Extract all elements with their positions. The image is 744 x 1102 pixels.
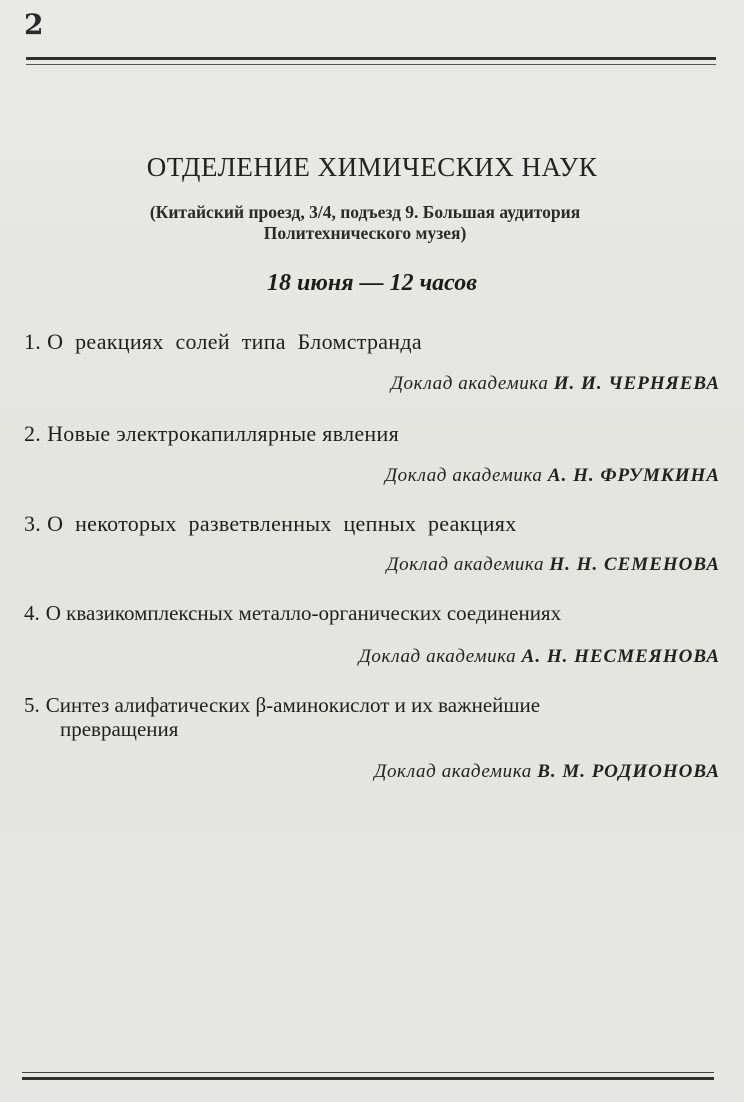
bottom-rule-thin	[22, 1072, 714, 1073]
department-title: ОТДЕЛЕНИЕ ХИМИЧЕСКИХ НАУК	[146, 152, 598, 182]
talk-title-1	[24, 329, 422, 355]
talk-speaker-5	[374, 761, 720, 783]
talk-title-text: О квазикомплексных металло-органических соединениях	[45, 601, 562, 625]
speaker-prefix: Доклад академика	[358, 646, 517, 667]
speaker-prefix: Доклад академика	[374, 761, 532, 782]
speaker-prefix: Доклад академика	[390, 373, 549, 394]
speaker-name: Н. Н. СЕМЕНОВА	[549, 554, 720, 575]
talk-title-text: О некоторых разветвленных цепных реакциях	[47, 511, 517, 536]
location-line-1: (Китайский проезд, 3/4, подъезд 9. Большая аудитория	[149, 202, 581, 222]
speaker-prefix: Доклад академика	[384, 465, 543, 486]
talk-title-4	[24, 601, 561, 626]
talk-number: 5.	[24, 693, 40, 717]
speaker-name: В. М. РОДИОНОВА	[537, 761, 720, 782]
talk-speaker-1	[391, 373, 720, 395]
talk-number: 3.	[24, 511, 42, 536]
talk-title-text-line2: превращения	[60, 717, 179, 741]
talk-title-text: О реакциях солей типа Бломстранда	[47, 329, 422, 354]
talk-title-2	[24, 421, 399, 447]
talk-title-3	[24, 511, 517, 537]
location-note	[70, 202, 660, 244]
page-number: 2	[24, 8, 44, 41]
talk-number: 4.	[24, 601, 40, 625]
talk-speaker-2	[385, 465, 720, 487]
top-rule	[26, 57, 716, 60]
bottom-rule	[22, 1077, 714, 1080]
session-datetime: 18 июня — 12 часов	[267, 270, 477, 296]
talk-title-text: Новые электрокапиллярные явления	[47, 421, 399, 446]
talk-number: 2.	[24, 421, 42, 446]
speaker-prefix: Доклад академика	[386, 554, 545, 575]
talk-speaker-4	[359, 646, 720, 668]
talk-number: 1.	[24, 329, 42, 354]
talk-title-text: Синтез алифатических β-аминокислот и их важнейшие	[45, 693, 541, 717]
speaker-name: А. Н. ФРУМКИНА	[547, 465, 720, 486]
speaker-name: А. Н. НЕСМЕЯНОВА	[521, 646, 720, 667]
talk-speaker-3	[386, 554, 720, 576]
talk-title-5	[24, 693, 540, 741]
location-line-2: Политехнического музея)	[263, 223, 467, 243]
top-rule-thin	[26, 64, 716, 65]
speaker-name: И. И. ЧЕРНЯЕВА	[553, 373, 720, 394]
